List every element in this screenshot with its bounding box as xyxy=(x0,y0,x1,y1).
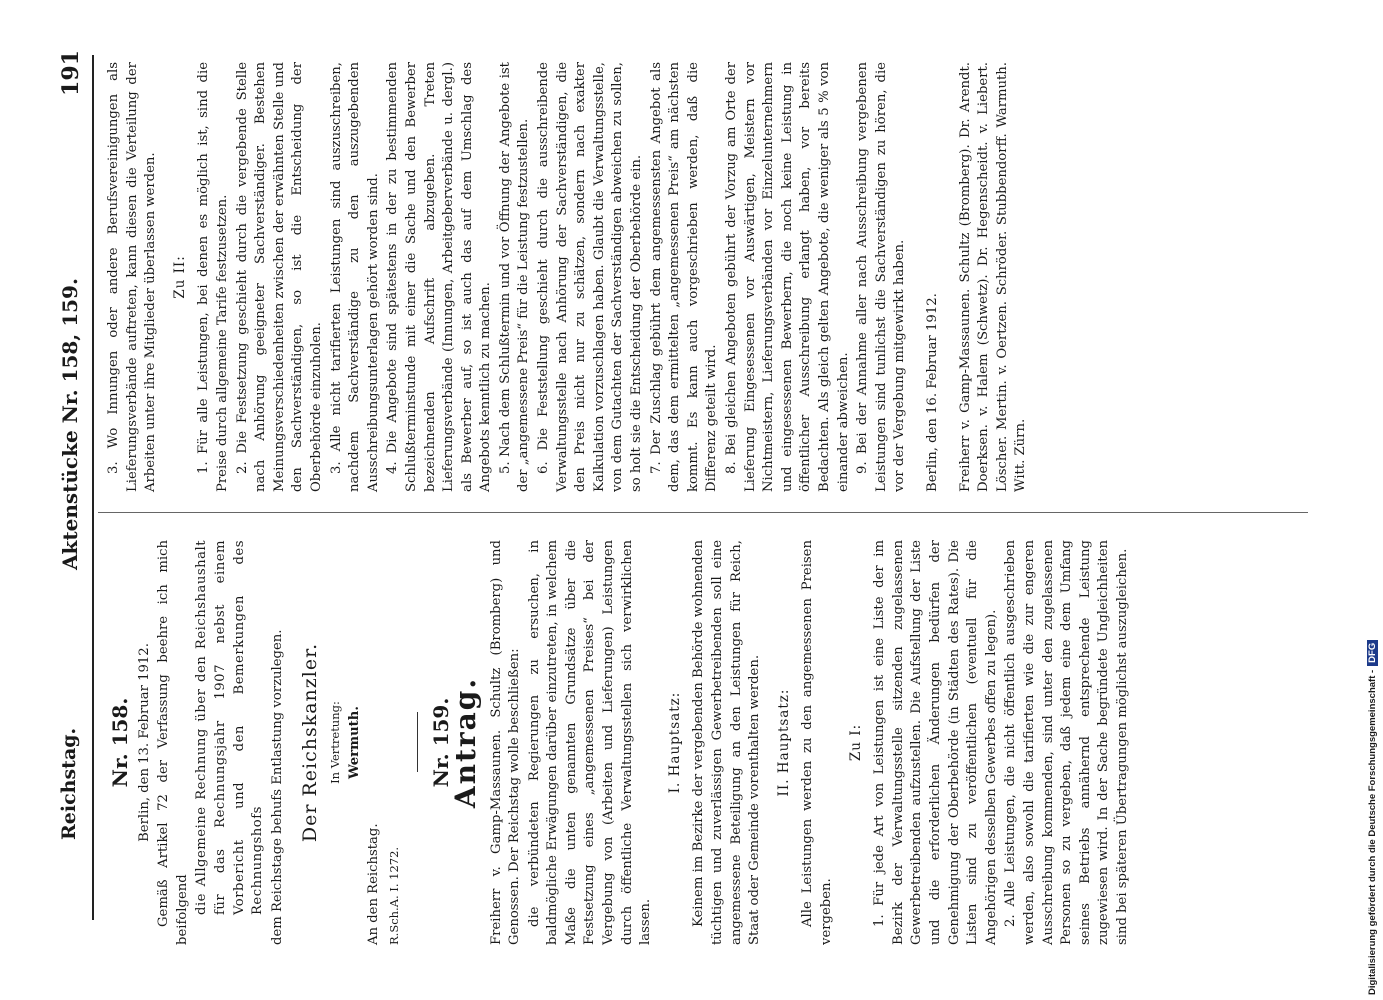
nr158-block: die Allgemeine Rechnung über den Reichshaushalt für das Rechnungsjahr 1907 nebst einem Vorbericht und den Bemerkungen des Rechnungshofs xyxy=(194,540,266,915)
nr159-dateline: Berlin, den 16. Februar 1912. xyxy=(924,293,940,492)
nr159-zu2-p4: 4. Die Angebote sind spätestens in der zu bestimmenden Schlußterminstunde mit einer die Sache und den Bewerber bezeichnenden Aufschrift abzugeben. Treten Lieferungsverbände (Innungen, Arbeitgeberverbände u. dergl.) als Bewerber auf, so ist auch das auf dem Umschlag des Angebots kenntlich zu machen. xyxy=(385,62,494,492)
nr159-signatories: Freiherr v. Gamp-Massaunen. Schultz (Bromberg). Dr. Arendt. Doerksen. v. Halem (Schwetz). Dr. Hegenscheidt. v. Liebert. Löscher. Mertin. v. Oertzen. Schröder. Stubbendorff. Warmuth. Witt. Zürn. xyxy=(957,62,1029,492)
nr159-zu2-p9: 9. Bei der Annahme aller nach Ausschreibung vergebenen Leistungen sind tunlichst die Sachverständigen zu hören, die vor der Vergebung mitgewirkt haben. xyxy=(855,62,908,492)
nr159-zu2-p1: 1. Für alle Leistungen, bei denen es möglich ist, sind die Preise durch allgemeine Tarife festzusetzen. xyxy=(196,62,230,492)
nr159-h1-text: Keinem im Bezirke der vergebenden Behörde wohnenden tüchtigen und zuverlässigen Gewerbetreibenden soll eine angemessene Beteiligung an den Leistungen für Reich, Staat oder Gemeinde vorenthalten werden. xyxy=(691,540,763,945)
page-number: 191 xyxy=(58,50,84,96)
dfg-logo: DFG xyxy=(1367,640,1378,666)
nr159-zu2-p6: 6. Die Feststellung geschieht durch die ausschreibende Verwaltungsstelle nach Anhörung der Sachverständigen, die den Preis nicht nur zu schätzen, sondern nach exakter Kalkulation vorzuschlagen haben. Glaubt die Verwaltungsstelle, von dem Gutachten der Sachverständigen abweichen zu sollen, so holt sie die Entscheidung der Oberbehörde ein. xyxy=(536,62,645,492)
nr158-title: Nr. 158. xyxy=(108,697,132,788)
nr158-closing: dem Reichstage behufs Entlastung vorzulegen. xyxy=(269,629,285,945)
header-title: Aktenstücke Nr. 158, 159. xyxy=(58,278,82,570)
nr158-ref: R.Sch.A. I. 1272. xyxy=(386,846,401,945)
column-separator xyxy=(98,512,1308,513)
nr158-address: An den Reichstag. xyxy=(366,823,382,945)
nr159-title: Nr. 159. xyxy=(429,697,454,788)
nr159-heading: Antrag. xyxy=(448,676,482,809)
nr159-zu1-p2: 2. Alle Leistungen, die nicht öffentlich ausgeschrieben werden, also sowohl die tarifierten wie die zur engeren Ausschreibung kommenden, sind unter den zugelassenen Personen so zu vergeben, daß jedem eine dem Umfang seines Betriebs annähernd entsprechende Leistung zugewiesen wird. In der Sache begründete Ungleichheiten sind bei späteren Übertragungen möglichst auszugleichen. xyxy=(1003,540,1130,945)
section-divider xyxy=(417,713,418,773)
nr158-intro: Gemäß Artikel 72 der Verfassung beehre ich mich beifolgend xyxy=(156,540,190,945)
nr158-deputy: In Vertretung: xyxy=(327,701,342,784)
nr158-dateline: Berlin, den 13. Februar 1912. xyxy=(136,643,152,842)
nr159-zu2-p3: 3. Alle nicht tarifierten Leistungen sind auszuschreiben, nachdem Sachverständige zu den auszugebenden Ausschreibungsunterlagen gehört worden sind. xyxy=(328,62,381,492)
nr159-zu1-p3: 3. Wo Innungen oder andere Berufsvereinigungen als Lieferungsverbände auftreten, kann diesen die Verteilung der Arbeiten unter ihre Mitglieder überlassen werden. xyxy=(106,62,159,492)
column-left xyxy=(105,540,1134,945)
header-left: Reichstag. xyxy=(58,727,80,840)
nr159-body: die verbündeten Regierungen zu ersuchen, in baldmögliche Erwägungen darüber einzutreten, in welchem Maße die unten genannten Grundsätze über die Festsetzung eines „angemessenen Preises“ bei der Vergebung von (Arbeiten und Lieferungen) Leistungen durch öffentliche Verwaltungsstellen sich verwirklichen lassen. xyxy=(526,540,654,945)
nr158-signer-title: Der Reichskanzler. xyxy=(299,642,322,843)
header-rule xyxy=(92,55,94,920)
nr158-deputy-name: Wermuth. xyxy=(346,706,362,779)
nr159-zu2-p8: 8. Bei gleichen Angeboten gebührt der Vorzug am Orte der Lieferung Eingesessenen vor Auswärtigen, Meistern vor Nichtmeistern, Lieferungsverbänden vor Einzelunternehmern und eingesessenen Bewerbern, die noch keine Leistung in öffentlicher Ausschreibung erlangt haben, vor bereits Bedachten. Als gleich gelten Angebote, die weniger als 5 % von einander abweichen. xyxy=(724,62,851,492)
nr159-zu1: Zu I: xyxy=(847,723,864,762)
nr159-zu2-p5: 5. Nach dem Schlußtermin und vor Öffnung der Angebote ist der „angemessene Preis“ für die Leistung festzustellen. xyxy=(497,62,532,492)
nr159-h1: I. Hauptsatz: xyxy=(666,691,683,794)
nr159-intro: Freiherr v. Gamp-Massaunen. Schultz (Bromberg) und Genossen. Der Reichstag wolle beschließen: xyxy=(488,540,523,945)
nr159-zu2-p2: 2. Die Festsetzung geschieht durch die vergebende Stelle nach Anhörung geeigneter Sachverständiger. Bestehen Meinungsverschiedenheiten zwischen der erwähnten Stelle und den Sachverständigen, so ist die Entscheidung der Oberbehörde einzuholen. xyxy=(234,62,324,492)
nr159-zu2: Zu II: xyxy=(171,255,188,299)
funding-sidenote xyxy=(1367,5,1381,995)
column-right xyxy=(105,62,1032,492)
sidenote-text: Digitalisierung gefördert durch die Deutsche Forschungsgemeinschaft - xyxy=(1367,669,1378,995)
nr159-h2-text: Alle Leistungen werden zu den angemessenen Preisen vergeben. xyxy=(800,540,834,945)
nr159-h2: II. Hauptsatz: xyxy=(775,688,792,797)
nr159-zu1-p1: 1. Für jede Art von Leistungen ist eine Liste der im Bezirk der Verwaltungsstelle sitzenden zugelassenen Gewerbetreibenden aufzustellen. Die Aufstellung der Liste und die erforderlichen Änderungen bedürfen der Genehmigung der Oberbehörde (in Städten des Rates). Die Listen sind zu veröffentlichen (eventuell für die Angehörigen desselben Gewerbes offen zu legen). xyxy=(872,540,999,945)
nr159-zu2-p7: 7. Der Zuschlag gebührt dem angemessensten Angebot als dem, das dem ermittelten „angemessenen Preis“ am nächsten kommt. Es kann auch vorgeschrieben werden, daß die Differenz geteilt wird. xyxy=(648,62,720,492)
